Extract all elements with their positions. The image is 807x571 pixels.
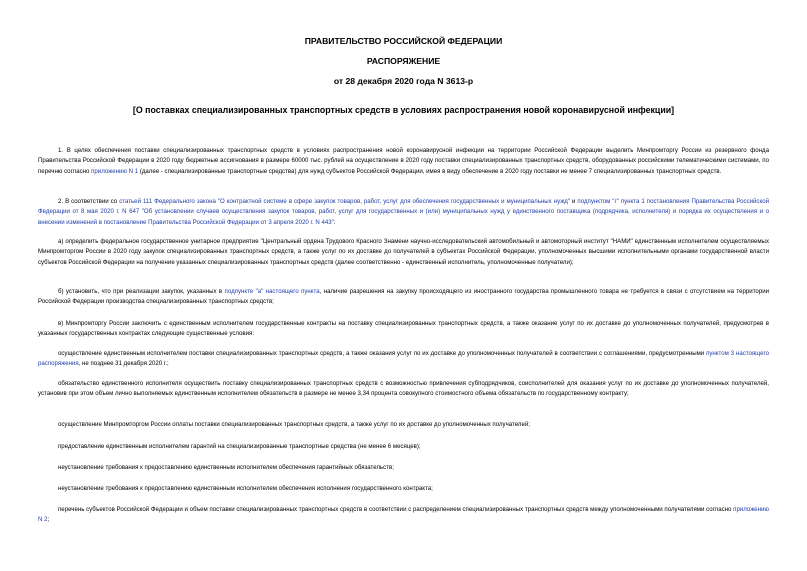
link-appendix-1[interactable]: приложению N 1 (91, 167, 139, 175)
paragraph-condition-regions-list: перечень субъектов Российской Федерации и объем поставки специализированных транспортных средств в соответствии с распределением специализированных транспортных средств между уполномоченными получателями согласно приложению N 2; (38, 506, 769, 524)
paragraph-2: 2. В соответствии со статьей 111 Федерального закона "О контрактной системе в сфере закупок товаров, работ, услуг для обеспечения государственных и муниципальных нужд" и подпунктом "г" пункта 1 постановления Правительства Российской Федерации от 8 мая 2020 г. N 647 "Об установлении случаев осуществления закупок товаров, работ, услуг для государственных и (или) муниципальных нужд у единственного поставщика (подрядчика, исполнителя) и порядка их осуществления и о внесении изменений в постановление Правительства Российской Федерации от 3 апреля 2020 г. N 443": (38, 198, 770, 226)
paragraph-condition-no-contract-security: неустановление требования к предоставлению единственным исполнителем обеспечения исполнения государственного контракта; (58, 485, 433, 492)
link-point-3[interactable]: пунктом 3 настоящего распоряжения (38, 350, 769, 368)
paragraph-condition-delivery: осуществление единственным исполнителем поставки специализированных транспортных средств, а также оказания услуг по их доставке до уполномоченных получателей в соответствии с соглашениями, предусмотренными пунктом 3 настоящего распоряжения, не позднее 31 декабря 2020 г.; (38, 350, 769, 368)
document-type-heading: РАСПОРЯЖЕНИЕ (366, 56, 441, 66)
paragraph-2b: б) установить, что при реализации закупок, указанных в подпункте "а" настоящего пункта, наличие разрешения на закупку происходящего из иностранного государства промышленного товара не требуется в связи с отсутствием на территории Российской Федерации производства специализированных транспортных средств; (38, 288, 770, 306)
document-title: [О поставках специализированных транспортных средств в условиях распространения новой коронавирусной инфекции] (132, 105, 675, 115)
paragraph-condition-no-warranty-security: неустановление требования к предоставлению единственным исполнителем обеспечения гарантийных обязательств; (58, 464, 394, 471)
paragraph-2a: а) определить федеральное государственное унитарное предприятие "Центральный ордена Трудового Красного Знамени научно-исследовательский автомобильный и автомоторный институт "НАМИ" единственным исполнителем осуществляемых Минпромторгом России в 2020 году закупок специализированных транспортных средств, а также услуг по их доставке до получателей в субъектах Российской Федерации, уполномоченных высшими исполнительными органами государственной власти субъектов Российской Федерации на получение указанных специализированных транспортных средств (далее соответственно - единственный исполнитель, уполномоченные получатели); (38, 238, 769, 266)
link-subpoint-a[interactable]: подпункте "а" настоящего пункта (224, 288, 320, 295)
link-appendix-2[interactable]: приложению N 2 (38, 506, 769, 524)
link-government-decree-647[interactable]: подпунктом "г" пункта 1 постановления Правительства Российской Федерации от 8 мая 2020 г. N 647 "Об установлении случаев осуществления закупок товаров, работ, услуг для государственных и (или) муниципальных нужд у единственного поставщика (подрядчика, исполнителя) и порядка их осуществления и о внесении изменений в постановление Правительства Российской Федерации от 3 апреля 2020 г. N 443" (38, 198, 770, 226)
paragraph-condition-payment: осуществление Минпромторгом России оплаты поставки специализированных транспортных средств, а также услуг по их доставке до уполномоченных получателей; (58, 421, 530, 428)
paragraph-condition-obligation: обязательство единственного исполнителя осуществить поставку специализированных транспортных средств с возможностью привлечения субподрядчиков, соисполнителей для оказания услуг по их доставке до уполномоченных получателей, установив при этом объем лично выполняемых единственным исполнителем обязательств в размере не менее 3,34 процента совокупного стоимостного объема обязательств по государственному контракту; (38, 380, 769, 398)
government-heading: ПРАВИТЕЛЬСТВО РОССИЙСКОЙ ФЕДЕРАЦИИ (304, 36, 503, 46)
link-federal-law-article-111[interactable]: статьей 111 Федерального закона "О контрактной системе в сфере закупок товаров, работ, услуг для обеспечения государственных и муниципальных нужд" (119, 198, 570, 205)
paragraph-1: 1. В целях обеспечения поставки специализированных транспортных средств в условиях распространения новой коронавирусной инфекции на территории Российской Федерации выделить Минпромторгу России из резервного фонда Правительства Российской Федерации в 2020 году бюджетные ассигнования в размере 60000 тыс. рублей на осуществление в 2020 году поставки специализированных транспортных средств, оборудованных российскими телематическими системами, по перечню согласно приложению N 1 (далее - специализированные транспортные средства) для нужд субъектов Российской Федерации, имея в виду обеспечение в 2020 году поставки не менее 7 специализированных транспортных средств. (38, 147, 769, 175)
document-date-number: от 28 декабря 2020 года N 3613-р (333, 76, 474, 86)
paragraph-condition-warranty: предоставление единственным исполнителем гарантий на специализированные транспортные средства (не менее 6 месяцев); (58, 443, 421, 450)
paragraph-2v: в) Минпромторгу России заключить с единственным исполнителем государственные контракты на поставку специализированных транспортных средств, а также оказание услуг по их доставке до уполномоченных получателей, предусмотрев в указанных государственных контрактах следующие существенные условия: (38, 320, 769, 338)
